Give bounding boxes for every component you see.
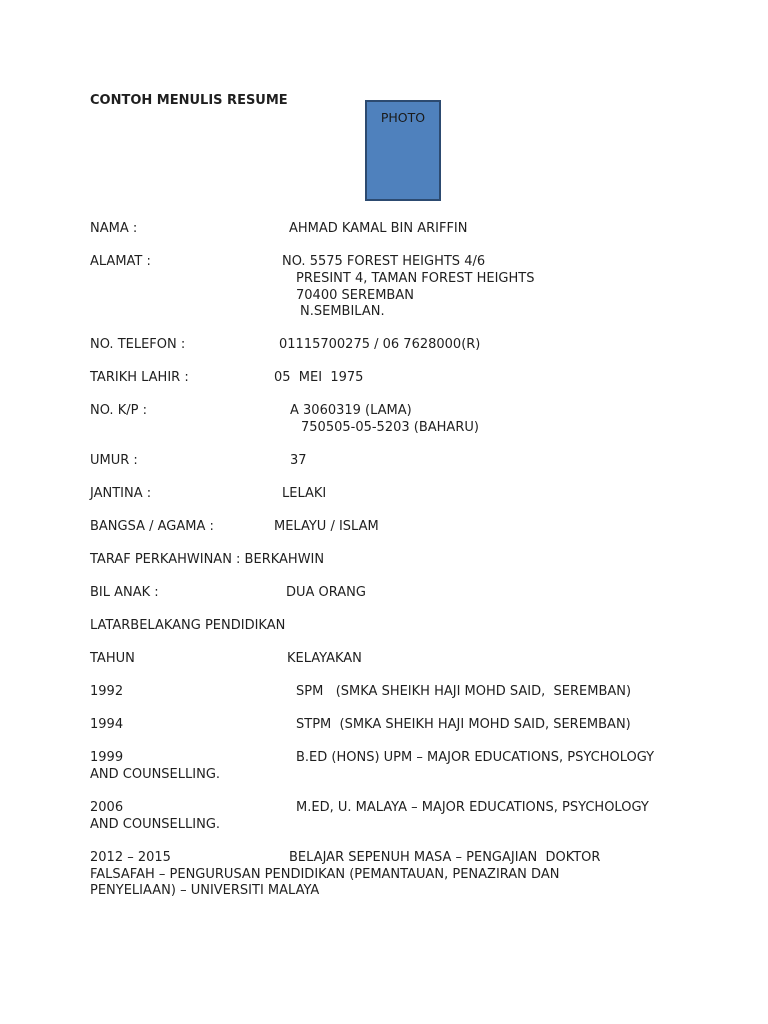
education-heading: LATARBELAKANG PENDIDIKAN (90, 618, 286, 633)
taraf-perkahwinan: TARAF PERKAHWINAN : BERKAHWIN (90, 552, 325, 567)
bangsa-label: BANGSA / AGAMA : (90, 519, 214, 534)
education-col-qualification: KELAYAKAN (287, 651, 362, 666)
education-qualification: SPM (SMKA SHEIKH HAJI MOHD SAID, SEREMBAN) (296, 684, 632, 699)
alamat-line: NO. 5575 FOREST HEIGHTS 4/6 (282, 254, 486, 269)
tarikh-lahir-label: TARIKH LAHIR : (90, 370, 189, 385)
education-qualification: BELAJAR SEPENUH MASA – PENGAJIAN DOKTOR (289, 850, 601, 865)
education-qualification: B.ED (HONS) UPM – MAJOR EDUCATIONS, PSYCHOLOGY (296, 750, 655, 765)
tarikh-lahir-value: 05 MEI 1975 (274, 370, 364, 385)
umur-value: 37 (290, 453, 307, 468)
education-year: 1992 (90, 684, 124, 699)
education-qualification-cont: AND COUNSELLING. (90, 767, 221, 782)
umur-label: UMUR : (90, 453, 138, 468)
nama-value: AHMAD KAMAL BIN ARIFFIN (289, 221, 468, 236)
alamat-label: ALAMAT : (90, 254, 151, 269)
document-title: CONTOH MENULIS RESUME (90, 93, 288, 108)
jantina-value: LELAKI (282, 486, 327, 501)
bangsa-value: MELAYU / ISLAM (274, 519, 379, 534)
education-qualification: STPM (SMKA SHEIKH HAJI MOHD SAID, SEREMBAN) (296, 717, 631, 732)
education-year: 2012 – 2015 (90, 850, 171, 865)
bil-anak-label: BIL ANAK : (90, 585, 159, 600)
education-col-year: TAHUN (90, 651, 135, 666)
alamat-line: N.SEMBILAN. (300, 304, 385, 319)
education-qualification-cont: PENYELIAAN) – UNIVERSITI MALAYA (90, 883, 320, 898)
kp-line: 750505-05-5203 (BAHARU) (301, 420, 479, 435)
kp-label: NO. K/P : (90, 403, 147, 418)
alamat-line: PRESINT 4, TAMAN FOREST HEIGHTS (296, 271, 535, 286)
photo-label: PHOTO (380, 110, 426, 125)
education-qualification: M.ED, U. MALAYA – MAJOR EDUCATIONS, PSYCHOLOGY (296, 800, 649, 815)
education-qualification-cont: AND COUNSELLING. (90, 817, 221, 832)
nama-label: NAMA : (90, 221, 138, 236)
education-year: 1999 (90, 750, 124, 765)
kp-line: A 3060319 (LAMA) (290, 403, 412, 418)
alamat-line: 70400 SEREMBAN (296, 288, 414, 303)
bil-anak-value: DUA ORANG (286, 585, 366, 600)
education-year: 1994 (90, 717, 124, 732)
education-qualification-cont: FALSAFAH – PENGURUSAN PENDIDIKAN (PEMANTAUAN, PENAZIRAN DAN (90, 867, 560, 882)
telefon-value: 01115700275 / 06 7628000(R) (279, 337, 481, 352)
education-year: 2006 (90, 800, 124, 815)
telefon-label: NO. TELEFON : (90, 337, 186, 352)
photo-placeholder (365, 100, 441, 201)
jantina-label: JANTINA : (90, 486, 152, 501)
